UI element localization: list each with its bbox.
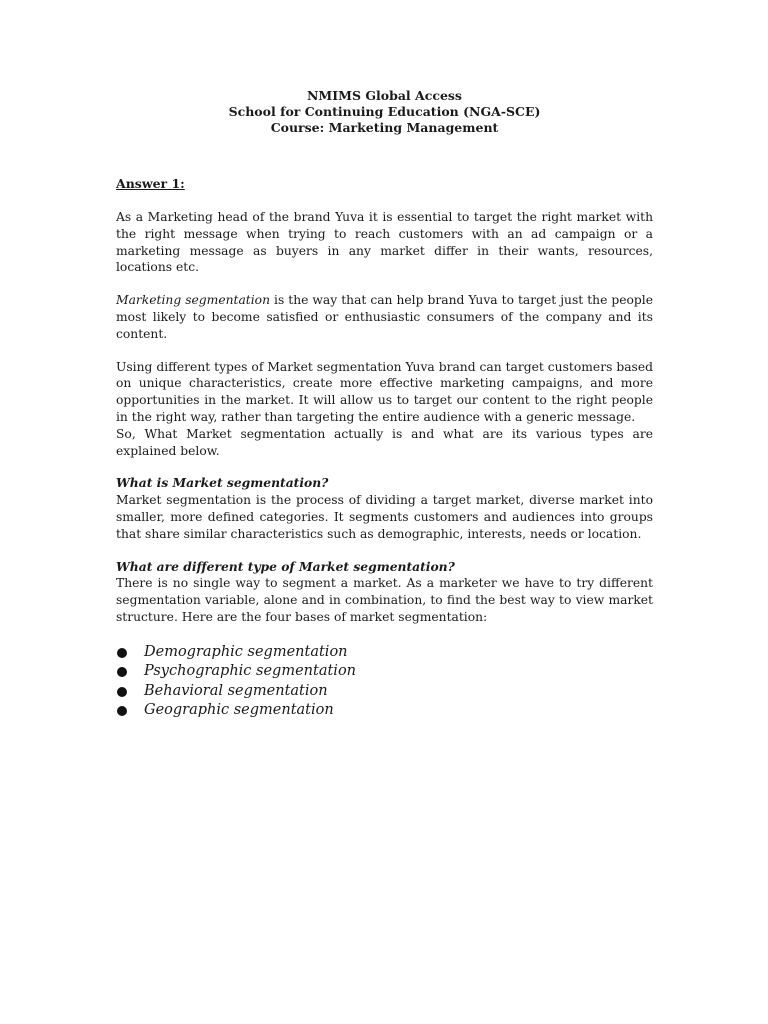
list-item: Geographic segmentation xyxy=(116,701,653,721)
list-item: Demographic segmentation xyxy=(116,643,653,663)
section-body-what-is: Market segmentation is the process of dividing a target market, diverse market into smaller, more defined categories. It segments customers and audiences into groups that share similar characteristics such as demographic, interests, needs or location. xyxy=(116,493,653,541)
paragraph-text: is the way that can help brand Yuva to target just the people most likely to become satisfied or enthusiastic consumers of the company and its content. xyxy=(116,293,653,341)
segmentation-definition-paragraph xyxy=(116,292,653,342)
section-heading-what-is: What is Market segmentation? xyxy=(116,475,329,491)
institution-name: NMIMS Global Access xyxy=(307,88,462,103)
bullet-dot-icon xyxy=(117,667,127,677)
benefits-paragraph: Using different types of Market segmentation Yuva brand can target customers based on unique characteristics, create more effective marketing campaigns, and more opportunities in the market. It will allow us to target our content to the right people in the right way, rather than targeting the entire audience with a generic message. xyxy=(116,359,653,424)
document-header xyxy=(116,88,653,136)
list-item: Behavioral segmentation xyxy=(116,682,653,702)
intro-paragraph: As a Marketing head of the brand Yuva it is essential to target the right market with the right message when trying to reach customers with an ad campaign or a marketing message as buyers in any market differ in their wants, resources, locations etc. xyxy=(116,210,653,275)
list-item: Psychographic segmentation xyxy=(116,662,653,682)
section-heading-types: What are different type of Market segmentation? xyxy=(116,558,455,574)
bullet-dot-icon xyxy=(117,648,127,658)
segmentation-bullet-list xyxy=(116,643,653,721)
answer-heading: Answer 1: xyxy=(116,176,185,191)
course-title: Course: Marketing Management xyxy=(270,120,499,135)
document-page xyxy=(116,88,653,721)
transition-paragraph: So, What Market segmentation actually is and what are its various types are explained below. xyxy=(116,426,653,458)
section-body-types: There is no single way to segment a market. As a marketer we have to try different segmentation variable, alone and in combination, to find the best way to view market structure. Here are the four bases of market segmentation: xyxy=(116,576,653,624)
bullet-dot-icon xyxy=(117,687,127,697)
bullet-dot-icon xyxy=(117,706,127,716)
school-name: School for Continuing Education (NGA-SCE) xyxy=(228,104,541,119)
emphasis-term: Marketing segmentation xyxy=(116,293,270,308)
